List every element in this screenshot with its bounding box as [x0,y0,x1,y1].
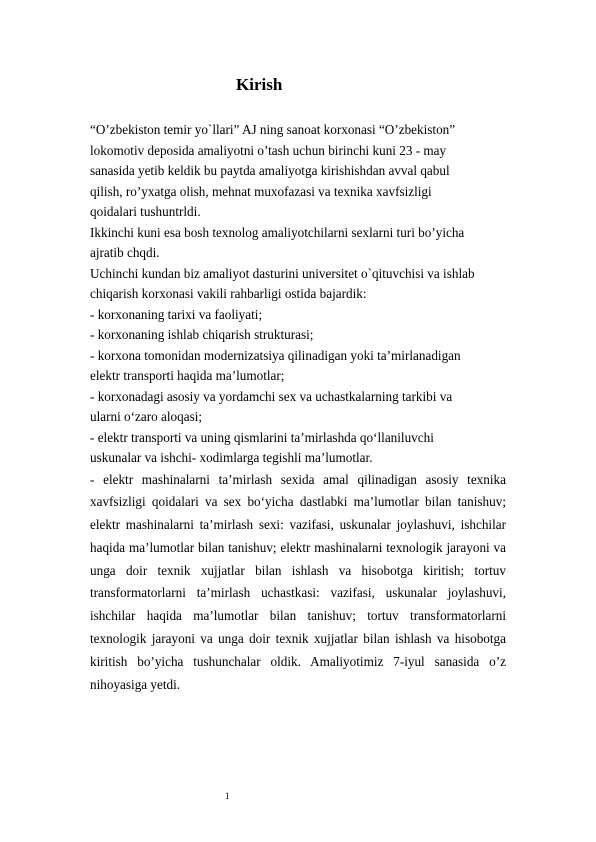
body-line: elektr transporti haqida ma’lumotlar; [90,368,285,383]
page-title: Kirish [236,75,283,94]
body-line: Ikkinchi kuni esa bosh texnolog amaliyotchilarni sexlarni turi bo’yicha [90,224,465,240]
body-line: qoidalari tushuntrldi. [90,204,201,219]
body-line: chiqarish korxonasi vakili rahbarligi ostida bajardik: [90,286,367,301]
body-line: “O’zbekiston temir yo`llari” AJ ning sanoat korxonasi “O’zbekiston” [90,122,456,137]
body-line: uskunalar va ishchi- xodimlarga tegishli ma’lumotlar. [90,450,373,465]
list-item: - elektr transporti va uning qismlarini ta’mirlashda qo‘llaniluvchi [90,429,434,445]
page-number: 1 [225,791,230,801]
body-line: lokomotiv deposida amaliyotni o’tash uchun birinchi kuni 23 - may [90,142,447,158]
body-line: sanasida yetib keldik bu paytda amaliyotga kirishishdan avval qabul [90,163,450,178]
body-line: Uchinchi kundan biz amaliyot dasturini universitet o`qituvchisi va ishlab [90,265,475,281]
list-item: - korxonaning tarixi va faoliyati; [90,306,263,322]
final-paragraph: - elektr mashinalarni ta’mirlash sexida amal qilinadigan asosiy texnika xavfsizligi qoidalari va sex bo‘yicha dastlabki ma’lumotlar bilan tanishuv; elektr mashinalarni ta’mirlash sexi: vazifasi, uskunalar joylashuvi, ishchilar haqida ma’lumotlar bilan tanishuv; elektr mashinalarni texnologik jarayoni va unga doir texnik xujjatlar bilan ishlash va hisobotga kiritish; tortuv transformatorlarni ta’mirlash uchastkasi: vazifasi, uskunalar joylashuvi, ishchilar haqida ma’lumotlar bilan tanishuv; tortuv transformatorlarni texnologik jarayoni va unga doir texnik xujjatlar bilan ishlash va hisobotga kiritish bo’yicha tushunchalar oldik. Amaliyotimiz 7-iyul sanasida o’z nihoyasiga yetdi. [90,471,506,692]
list-item: - korxonaning ishlab chiqarish strukturasi; [90,327,314,342]
document-body [90,120,506,696]
body-line: ularni o‘zaro aloqasi; [90,409,203,424]
list-item: - korxonadagi asosiy va yordamchi sex va uchastkalarning tarkibi va [90,388,453,404]
body-line: ajratib chqdi. [90,245,160,260]
list-item: - korxona tomonidan modernizatsiya qilinadigan yoki ta’mirlanadigan [90,347,461,363]
body-line: qilish, ro’yxatga olish, mehnat muxofazasi va texnika xavfsizligi [90,183,432,199]
